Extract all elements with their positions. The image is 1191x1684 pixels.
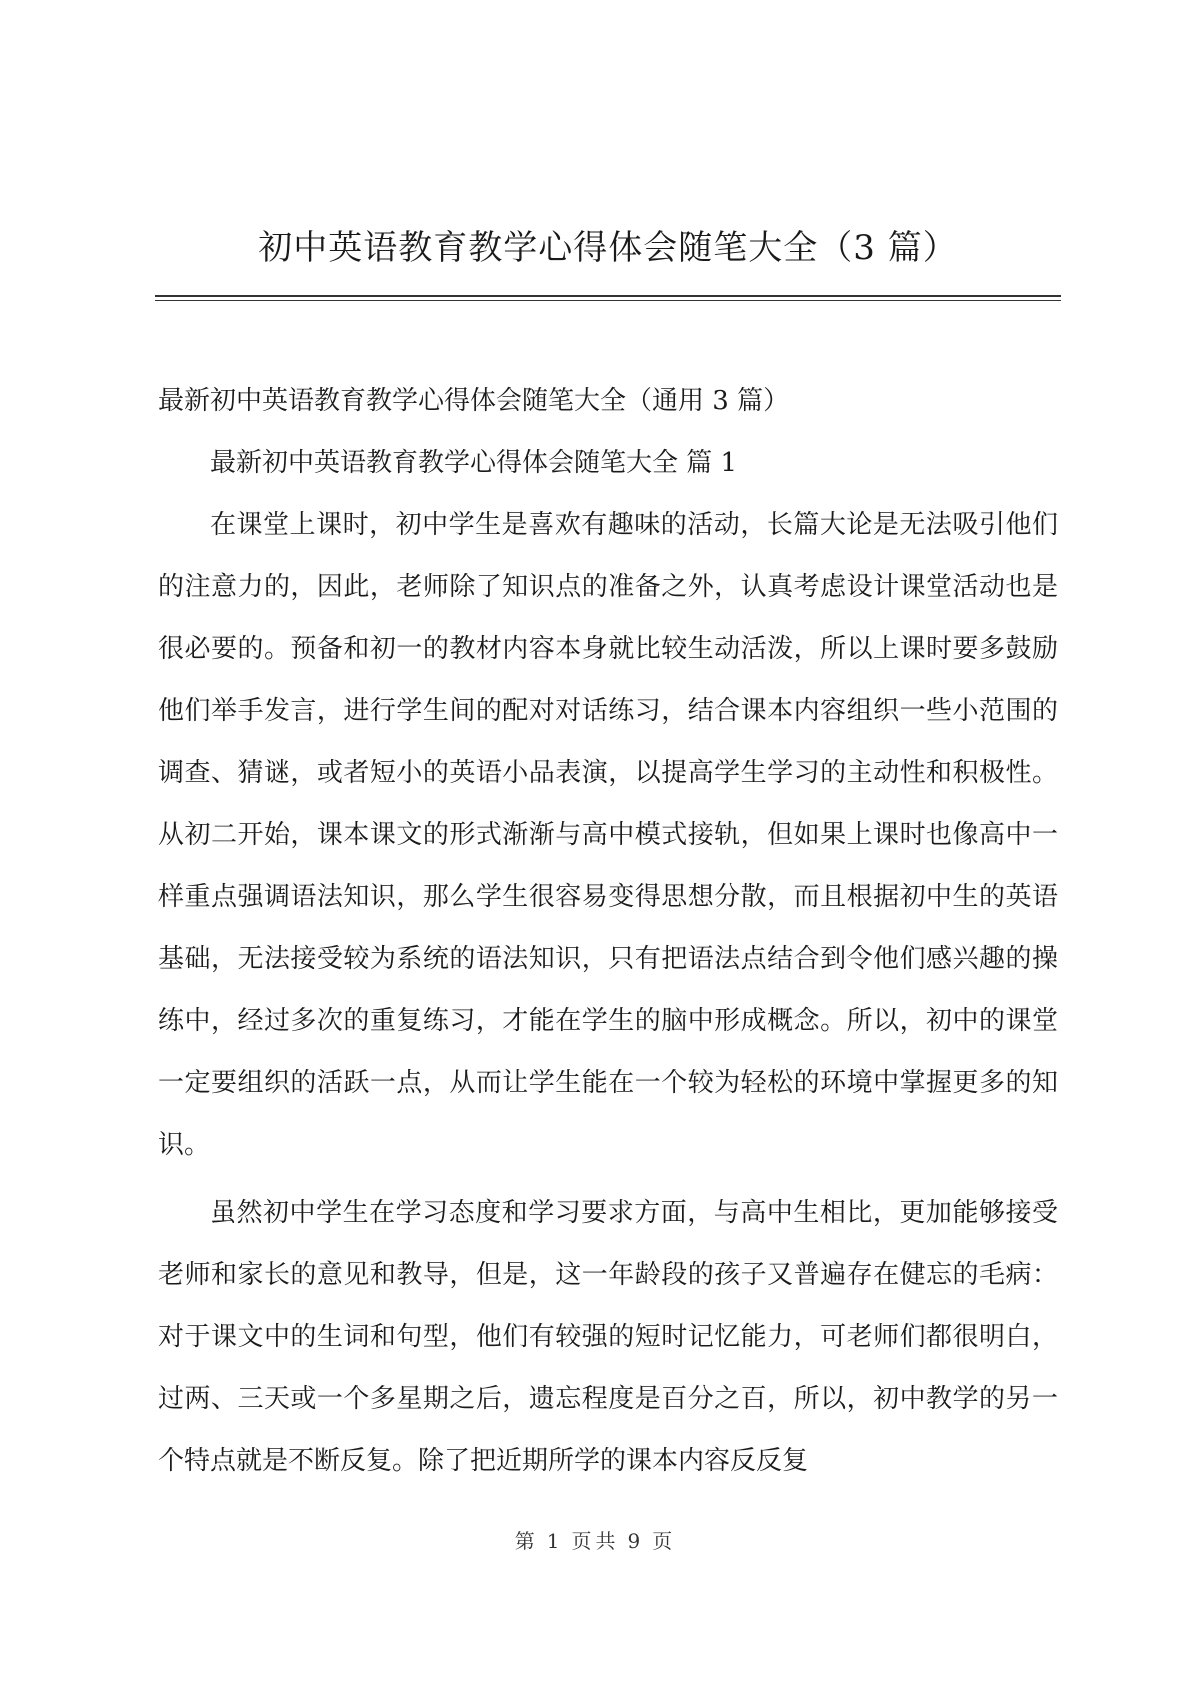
footer-suffix: 页 <box>652 1529 677 1553</box>
footer-prefix: 第 <box>514 1529 539 1553</box>
title-divider <box>155 295 1061 301</box>
page-footer <box>0 1525 1191 1554</box>
document-title: 初中英语教育教学心得体会随笔大全（3 篇） <box>258 228 958 268</box>
footer-middle: 页共 <box>571 1529 620 1553</box>
intro-line: 最新初中英语教育教学心得体会随笔大全（通用 3 篇） <box>158 386 790 416</box>
section-heading: 最新初中英语教育教学心得体会随笔大全 篇 1 <box>210 448 738 478</box>
paragraph-2: 虽然初中学生在学习态度和学习要求方面，与高中生相比，更加能够接受老师和家长的意见和教导，但是，这一年龄段的孩子又普遍存在健忘的毛病：对于课文中的生词和句型，他们有较强的短时记忆能力，可老师们都很明白，过两、三天或一个多星期之后，遗忘程度是百分之百，所以，初中教学的另一个特点就是不断反复。除了把近期所学的课本内容反反复 <box>158 1198 1058 1476</box>
footer-total-pages: 9 <box>627 1529 645 1553</box>
paragraph-1: 在课堂上课时，初中学生是喜欢有趣味的活动，长篇大论是无法吸引他们的注意力的，因此，老师除了知识点的准备之外，认真考虑设计课堂活动也是很必要的。预备和初一的教材内容本身就比较生动活泼，所以上课时要多鼓励他们举手发言，进行学生间的配对对话练习，结合课本内容组织一些小范围的调查、猜谜，或者短小的英语小品表演，以提高学生学习的主动性和积极性。从初二开始，课本课文的形式渐渐与高中模式接轨，但如果上课时也像高中一样重点强调语法知识，那么学生很容易变得思想分散，而且根据初中生的英语基础，无法接受较为系统的语法知识，只有把语法点结合到令他们感兴趣的操练中，经过多次的重复练习，才能在学生的脑中形成概念。所以，初中的课堂一定要组织的活跃一点，从而让学生能在一个较为轻松的环境中掌握更多的知识。 <box>158 510 1058 1160</box>
footer-page-number: 1 <box>546 1529 564 1553</box>
document-body <box>158 370 1058 1492</box>
